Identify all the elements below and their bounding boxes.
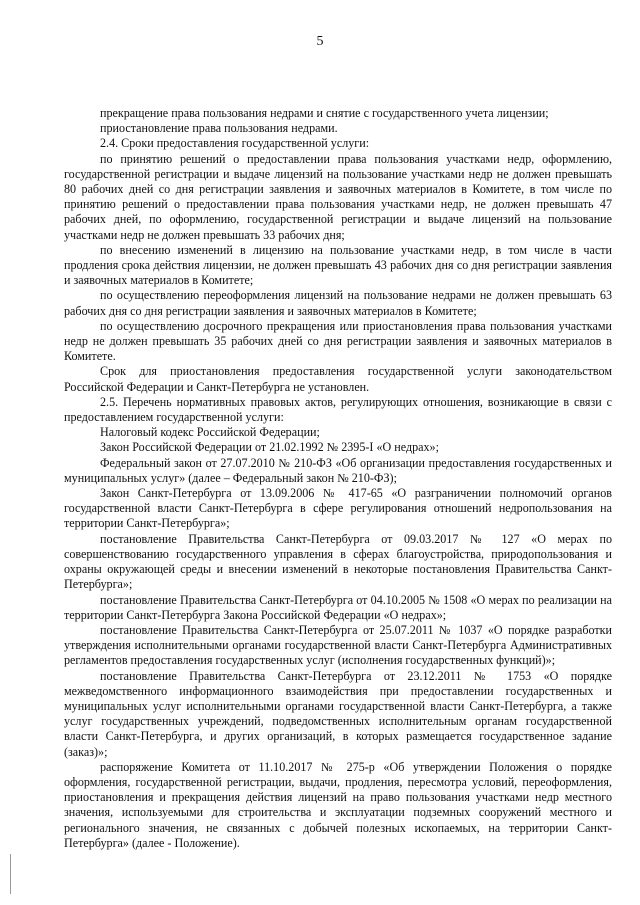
section-heading-2-4: 2.4. Сроки предоставления государственной услуги: — [100, 136, 370, 151]
paragraph: по принятию решений о предоставлении права пользования участками недр, оформлению, государственной регистрации и выдаче лицензий на пользование участками недр не должен превышать 80 рабочих дней со дня регистрации заявления и заявочных материалов в Комитете, в том числе по принятию решений о предоставлении права пользования участками недр, не должен превышать 47 рабочих дней, по оформлению, государственной регистрации и выдаче лицензий на пользование участками недр не должен превышать 33 рабочих дня; — [64, 151, 612, 242]
legal-act-item: Федеральный закон от 27.07.2010 № 210-ФЗ «Об организации предоставления государственных и муниципальных услуг» (далее – Федеральный закон № 210-ФЗ); — [64, 455, 612, 485]
legal-act-item: постановление Правительства Санкт-Петербурга от 25.07.2011 № 1037 «О порядке разработки утверждения исполнительными органами государственной власти Санкт-Петербурга Административных регламентов предоставления государственных услуг (исполнения государственных функций)»; — [64, 622, 612, 668]
paragraph: прекращение права пользования недрами и снятие с государственного учета лицензии; — [100, 106, 549, 120]
document-body — [64, 106, 612, 851]
paragraph: по осуществлению переоформления лицензий на пользование недрами не должен превышать 63 рабочих дня со дня регистрации заявления и заявочных материалов в Комитете; — [64, 288, 612, 318]
section-heading-2-5: 2.5. Перечень нормативных правовых актов, регулирующих отношения, возникающие в связи с предоставлением государственной услуги: — [64, 394, 612, 425]
paragraph: приостановление права пользования недрами. — [100, 121, 338, 136]
paragraph: по внесению изменений в лицензию на пользование участками недр, в том числе в части продления срока действия лицензии, не должен превышать 43 рабочих дня со дня регистрации заявления и заявочных материалов в Комитете; — [64, 242, 612, 288]
legal-act-item: распоряжение Комитета от 11.10.2017 № 275-р «Об утверждении Положения о порядке оформления, государственной регистрации, выдачи, продления, пересмотра условий, переоформления, приостановления и прекращения действия лицензий на право пользования участками недр местного значения, используемыми для строительства и эксплуатации подземных сооружений местного и регионального значения, не связанных с добычей полезных ископаемых, на территории Санкт-Петербурга» (далее - Положение). — [64, 759, 612, 850]
scan-margin-line — [10, 854, 11, 894]
legal-act-item: Налоговый кодекс Российской Федерации; — [100, 425, 320, 440]
legal-act-item: Закон Санкт-Петербурга от 13.09.2006 № 417-65 «О разграничении полномочий органов государственной власти Санкт-Петербурга в сфере регулирования отношений недропользования на территории Санкт-Петербурга»; — [64, 486, 612, 531]
paragraph: по осуществлению досрочного прекращения или приостановления права пользования участками недр не должен превышать 35 рабочих дней со дня регистрации заявления и заявочных материалов в Комитете. — [64, 318, 612, 364]
legal-act-item: постановление Правительства Санкт-Петербурга от 23.12.2011 № 1753 «О порядке межведомственного информационного взаимодействия при предоставлении государственных и муниципальных услуг исполнительными органами государственной власти Санкт-Петербурга, а также услуг государственных учреждений, подведомственных исполнительным органам государственной власти Санкт-Петербурга, и других организаций, в которых размещается государственное задание (заказ)»; — [64, 668, 612, 759]
legal-act-item: Закон Российской Федерации от 21.02.1992 № 2395-I «О недрах»; — [100, 440, 439, 455]
paragraph: Срок для приостановления предоставления государственной услуги законодательством Российской Федерации и Санкт-Петербурга не установлен. — [64, 364, 612, 394]
page-number: 5 — [316, 34, 324, 49]
legal-act-item: постановление Правительства Санкт-Петербурга от 09.03.2017 № 127 «О мерах по совершенствованию государственного управления в сферах благоустройства, природопользования и охраны окружающей среды и внесении изменений в некоторые постановления Правительства Санкт-Петербурга»; — [64, 531, 612, 592]
legal-act-item: постановление Правительства Санкт-Петербурга от 04.10.2005 № 1508 «О мерах по реализации на территории Санкт-Петербурга Закона Российской Федерации «О недрах»; — [64, 592, 612, 622]
